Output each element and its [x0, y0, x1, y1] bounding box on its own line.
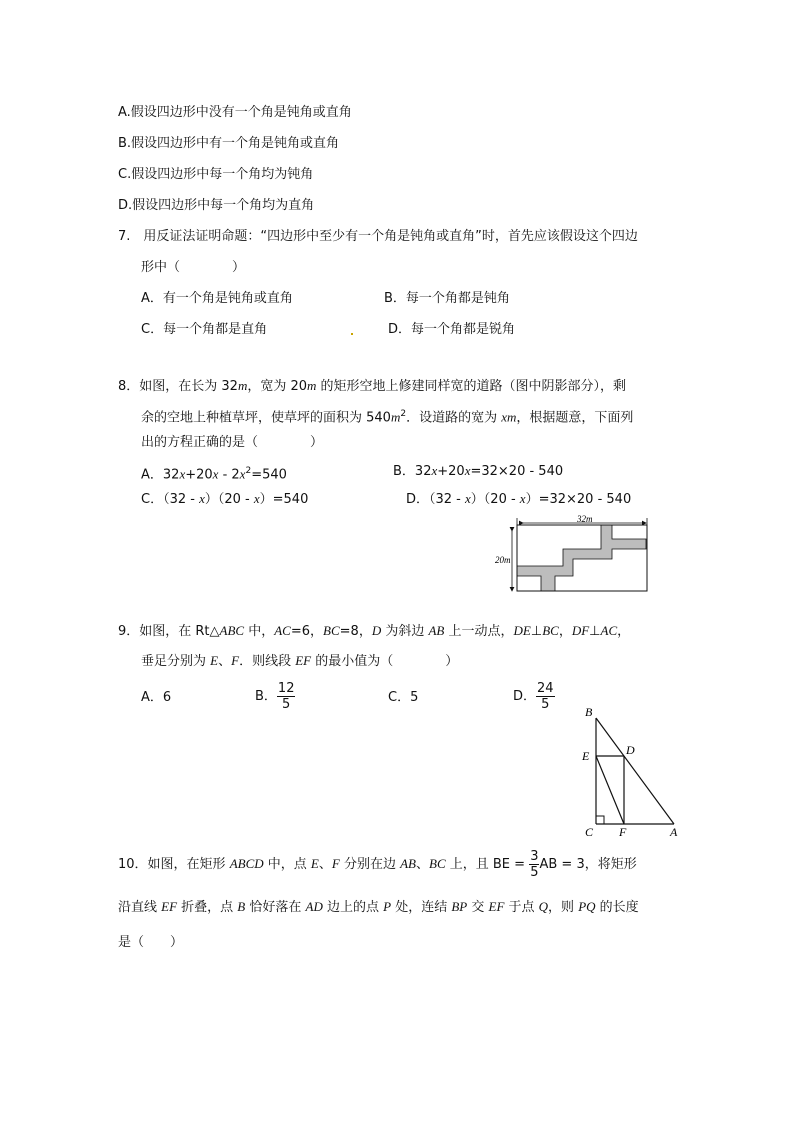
q8-stem-line2	[141, 405, 633, 427]
q8-option-a	[141, 462, 287, 484]
q8-option-a-text: - 2	[218, 467, 240, 483]
q8-var-x: x	[199, 491, 205, 506]
q8-text: ．设道路的宽为	[406, 410, 502, 426]
q8-option-d-text: ）（20 -	[470, 492, 520, 507]
q7-stem-line1: 7. 用反证法证明命题：“四边形中至少有一个角是钝角或直角”时，首先应该假设这个四边	[118, 229, 638, 244]
q10-text: 、	[318, 857, 332, 872]
q10-fraction	[529, 849, 539, 880]
q8-var-x: x	[239, 466, 246, 482]
q8-option-b-text: B．32	[393, 464, 432, 479]
q8-stem-line1	[118, 377, 626, 396]
q7-stem-line2: 形中（ ）	[141, 260, 246, 275]
q10-text: 边上的点	[322, 900, 384, 915]
q8-option-c-text: ）（20 -	[204, 492, 254, 507]
q8-var-x: x	[431, 463, 438, 478]
q9-var: DE	[513, 623, 531, 638]
q10-var: EF	[161, 899, 178, 914]
point-f-label: F	[619, 825, 627, 839]
q10-text: ，则	[548, 900, 579, 915]
fraction-denominator: 5	[541, 697, 550, 712]
q9-var: ABC	[219, 623, 245, 638]
point-b-label: B	[585, 705, 593, 719]
q9-text: =8，	[339, 624, 372, 639]
q10-stem-line1	[118, 844, 637, 885]
fraction-numerator: 12	[277, 681, 295, 696]
q10-var: EF	[488, 899, 505, 914]
q6-option-c: C.假设四边形中每一个角均为钝角	[118, 167, 314, 182]
fraction-denominator: 5	[530, 865, 539, 880]
q10-text: 沿直线	[118, 900, 162, 915]
q9-var: DF	[571, 623, 590, 638]
fraction-numerator: 24	[537, 681, 554, 696]
q8-text: ，宽为 20	[247, 379, 308, 394]
q8-stem-line3: 出的方程正确的是（ ）	[141, 435, 324, 450]
q9-option-b-label: B．	[255, 689, 277, 704]
q10-text: 的长度	[595, 900, 639, 915]
right-angle-mark	[596, 816, 604, 824]
q10-text: 折叠，点	[177, 900, 238, 915]
q10-text: 恰好落在	[245, 900, 306, 915]
q7-option-c: C．每一个角都是直角	[141, 322, 268, 337]
q8-var-xm: xm	[501, 409, 517, 425]
q10-text: 于点	[504, 900, 539, 915]
q8-superscript: 2	[245, 466, 252, 476]
q7-option-b: B．每一个角都是钝角	[384, 291, 510, 306]
q9-var: AC	[600, 623, 618, 638]
q8-var-x: x	[253, 491, 260, 506]
q9-text: 为斜边	[381, 624, 429, 639]
q8-option-b-text: +20	[437, 464, 465, 479]
q8-var-x: x	[212, 466, 219, 482]
q10-text: 交	[467, 900, 489, 915]
q9-option-d-label: D．	[513, 689, 537, 704]
q8-option-a-text: A．32	[141, 467, 180, 483]
q8-option-b-text: =32×20 - 540	[470, 464, 564, 479]
q10-var: E	[310, 856, 319, 871]
point-a-label: A	[670, 825, 678, 839]
width-label: 32m	[577, 514, 593, 524]
q10-var: Q	[538, 899, 549, 914]
q8-road-figure	[495, 512, 655, 598]
q10-text: 分别在边	[339, 857, 401, 872]
q9-text: 9．如图，在 Rt△	[118, 624, 220, 639]
q9-option-b-fraction	[277, 681, 296, 712]
q10-var: P	[383, 899, 392, 914]
q9-text: 的最小值为（ ）	[311, 654, 459, 669]
q8-text: 的矩形空地上修建同样宽的道路（图中阴影部分），剩	[316, 379, 627, 394]
q8-text: 余的空地上种植草坪，使草坪的面积为 540	[141, 410, 391, 426]
q9-text: 垂足分别为	[141, 654, 211, 669]
q9-text: =6，	[290, 624, 324, 639]
stray-dot	[351, 333, 353, 335]
point-d-label: D	[626, 743, 635, 757]
q9-var: EF	[295, 653, 312, 668]
q9-var: BC	[323, 623, 340, 638]
fraction-numerator: 3	[530, 849, 539, 864]
q10-text: AB = 3，将矩形	[539, 857, 637, 872]
q9-triangle-figure	[578, 702, 684, 844]
fraction-denominator: 5	[282, 697, 291, 712]
q9-option-b	[255, 677, 295, 717]
q9-var: AC	[274, 623, 291, 638]
q9-text: ⊥	[589, 624, 601, 639]
q9-text: ，	[617, 624, 631, 639]
q7-option-a: A．有一个角是钝角或直角	[141, 291, 293, 306]
q10-text: 中，点	[263, 857, 311, 872]
hypotenuse-ab	[596, 718, 674, 824]
q9-var: D	[371, 623, 382, 638]
point-e-label: E	[582, 749, 590, 763]
q8-option-a-text: +20	[185, 467, 213, 483]
q9-var: E	[210, 653, 219, 668]
q8-option-a-text: =540	[251, 467, 287, 483]
height-label: 20m	[495, 555, 511, 565]
q8-unit-m: m	[237, 378, 248, 393]
road-shaded-region	[517, 525, 646, 591]
q8-option-d-text: ）=32×20 - 540	[525, 492, 632, 507]
q9-option-d	[513, 677, 555, 717]
q9-var: AB	[428, 623, 445, 638]
q8-option-c	[141, 490, 308, 509]
q9-stem-line2	[141, 652, 458, 671]
q8-var-x: x	[464, 463, 471, 478]
q10-var: BP	[451, 899, 468, 914]
q8-option-b	[393, 462, 563, 481]
q9-option-c: C．5	[388, 690, 419, 705]
q8-text: 8．如图，在长为 32	[118, 379, 238, 394]
q8-option-c-text: ）=540	[259, 492, 309, 507]
q9-option-d-fraction	[536, 681, 555, 712]
q8-text: ，根据题意，下面列	[516, 410, 634, 426]
q8-option-c-text: C．（32 -	[141, 492, 200, 507]
q8-var-x: x	[179, 466, 186, 482]
point-c-label: C	[585, 825, 594, 839]
q10-stem-line2	[118, 898, 639, 917]
q9-text: 、	[218, 654, 232, 669]
q9-text: 中，	[244, 624, 275, 639]
q10-stem-line3: 是（ ）	[118, 935, 184, 950]
q8-unit-m: m	[390, 409, 401, 425]
q8-var-x: x	[519, 491, 526, 506]
q6-option-d: D.假设四边形中每一个角均为直角	[118, 198, 315, 213]
q10-text: 处，连结	[391, 900, 452, 915]
q7-option-d: D．每一个角都是锐角	[388, 322, 516, 337]
q10-var: BC	[429, 856, 446, 871]
q10-text: 、	[415, 857, 429, 872]
q9-stem-line1	[118, 622, 630, 641]
q8-superscript: 2	[400, 409, 407, 419]
q9-var: BC	[542, 623, 559, 638]
q9-text: 上一动点，	[444, 624, 514, 639]
q10-var: F	[331, 856, 340, 871]
q8-unit-m: m	[307, 378, 317, 393]
q9-text: ，	[558, 624, 572, 639]
q8-var-x: x	[465, 491, 471, 506]
q9-option-a: A．6	[141, 690, 172, 705]
segment-ef	[596, 756, 624, 824]
q10-var: PQ	[578, 899, 596, 914]
q10-var: B	[237, 899, 246, 914]
q9-var: F	[231, 653, 240, 668]
q10-text: 上，且 BE =	[445, 857, 530, 872]
q6-option-a: A.假设四边形中没有一个角是钝角或直角	[118, 105, 352, 120]
q10-var: ABCD	[229, 856, 264, 871]
q9-text: ．则线段	[239, 654, 296, 669]
q10-var: AD	[305, 899, 323, 914]
q9-text: ⊥	[530, 624, 543, 639]
q10-text: 10．如图，在矩形	[118, 857, 230, 872]
q8-option-d-text: D．（32 -	[406, 492, 466, 507]
q6-option-b: B.假设四边形中有一个角是钝角或直角	[118, 136, 340, 151]
q10-var: AB	[400, 856, 416, 871]
q8-option-d	[406, 490, 631, 509]
